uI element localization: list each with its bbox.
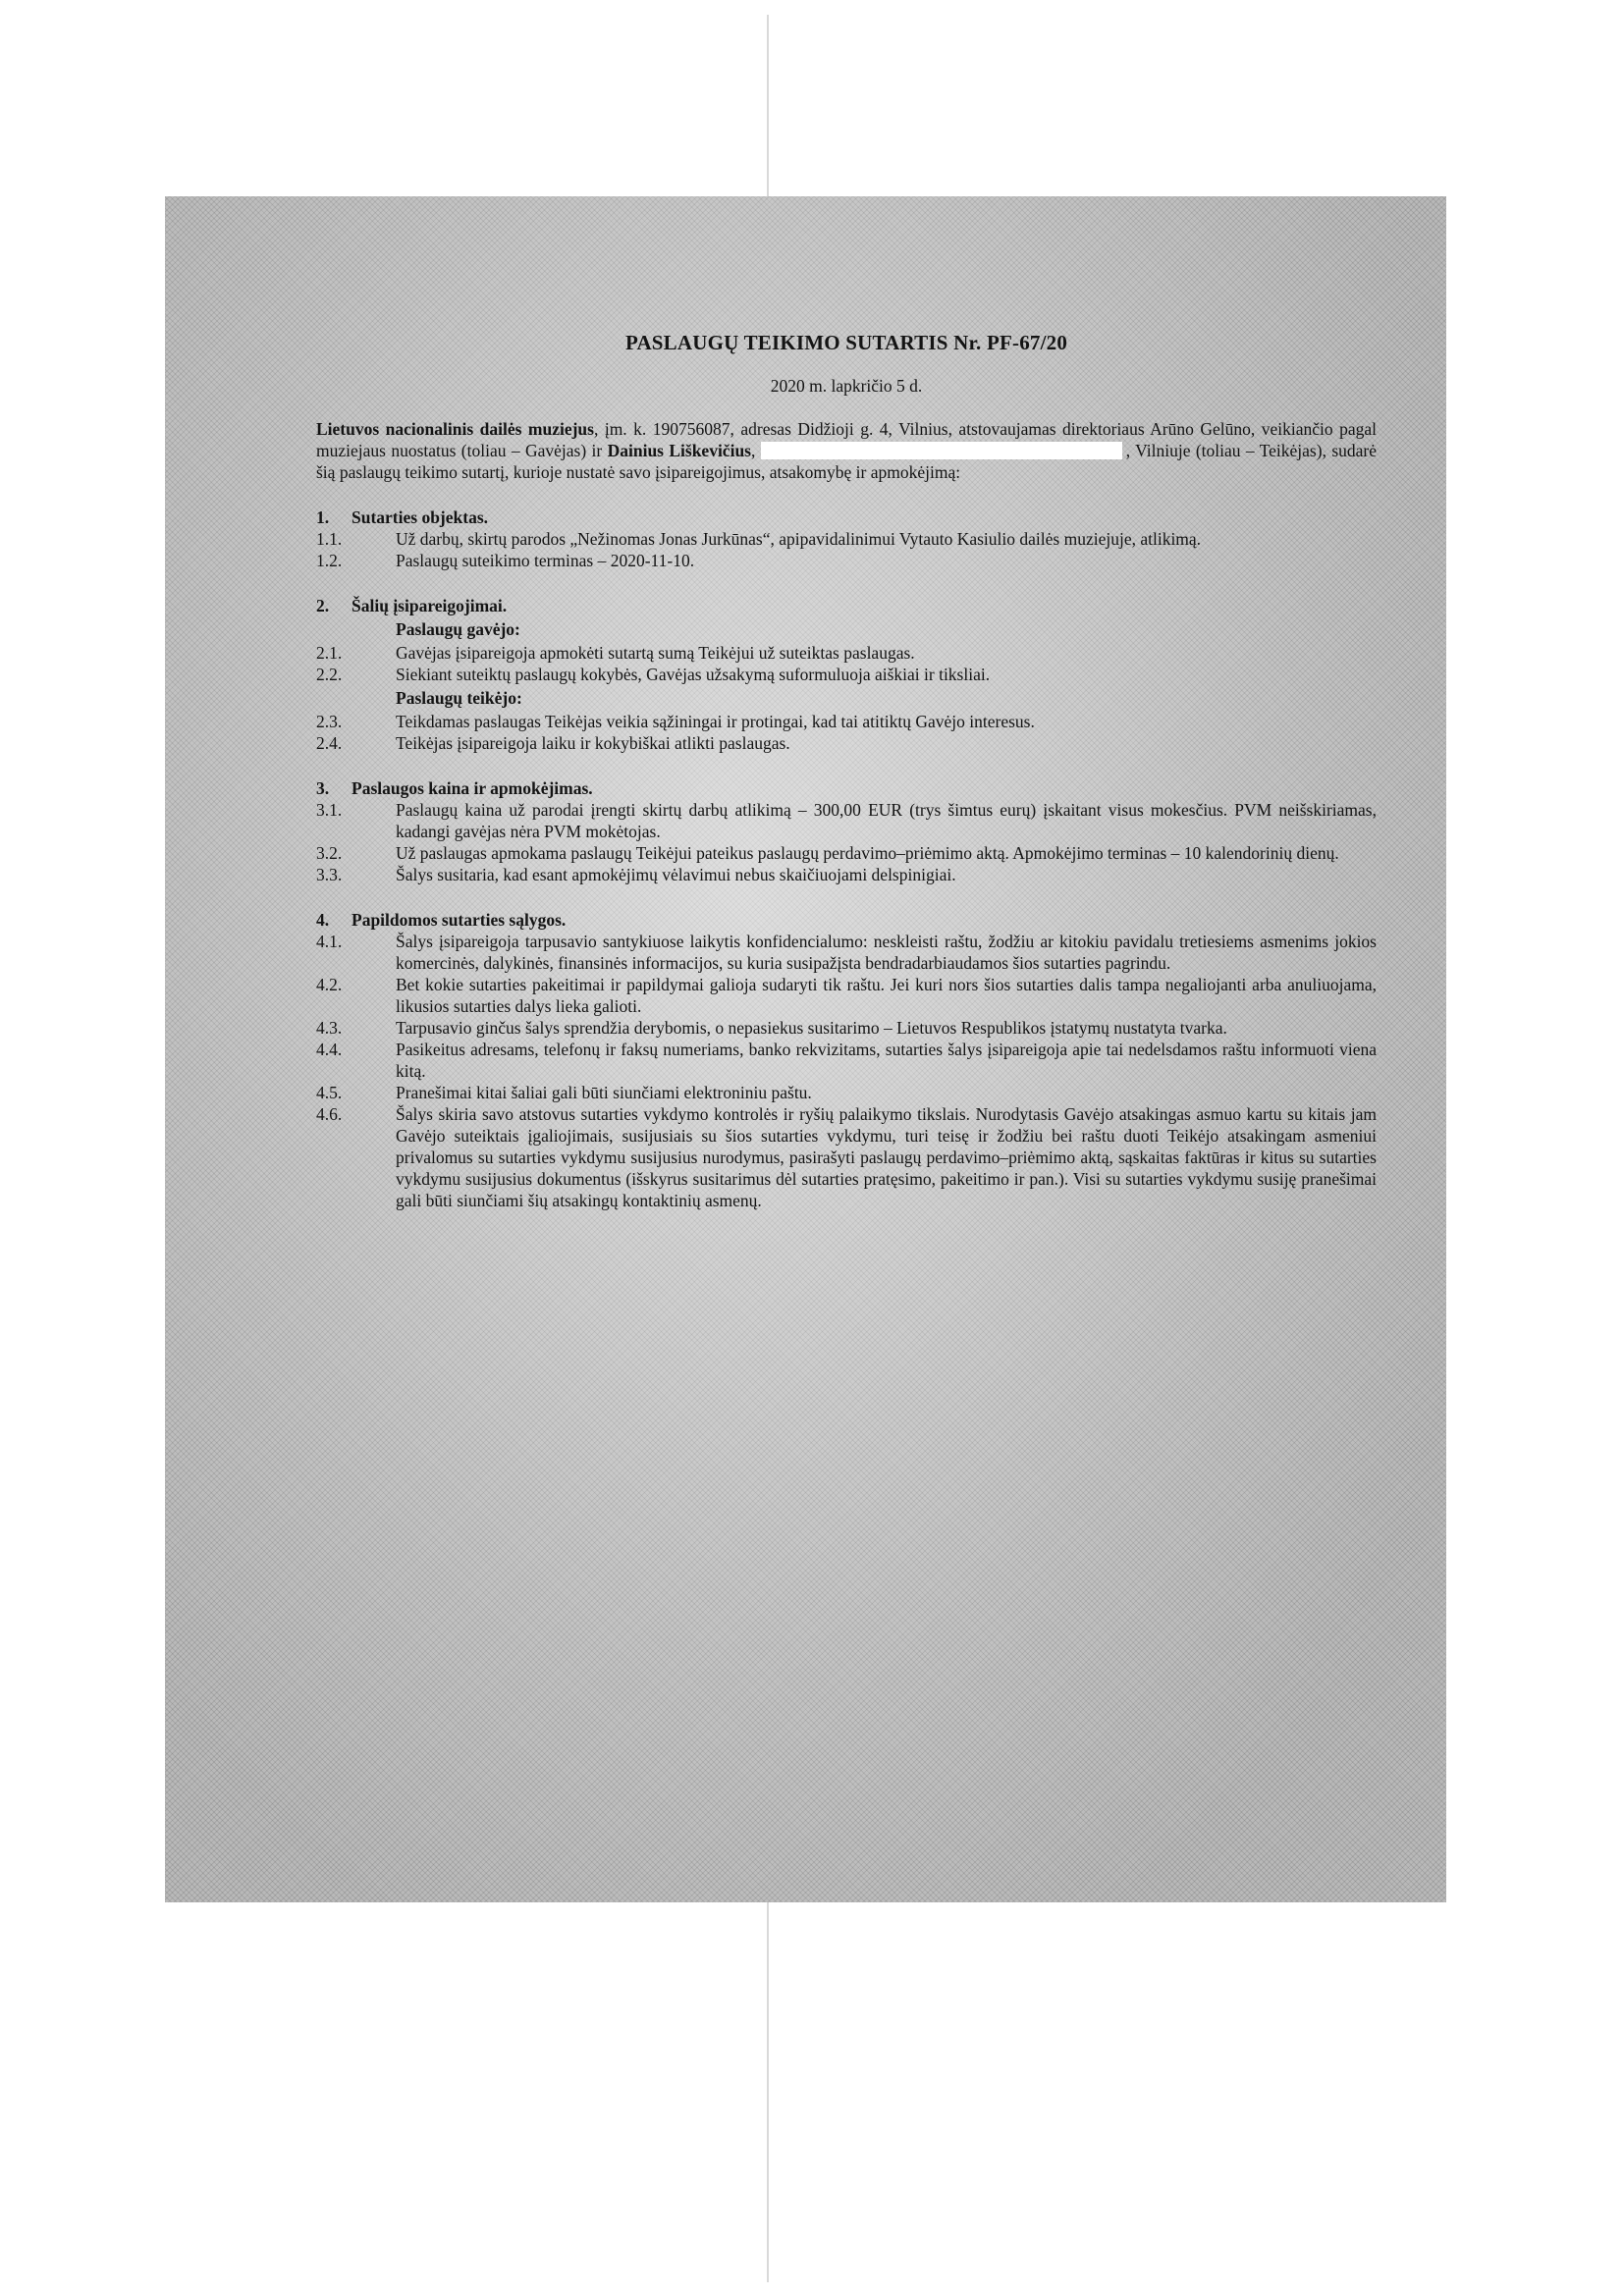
section-heading-text: Papildomos sutarties sąlygos. [352,910,567,930]
document-date: 2020 m. lapkričio 5 d. [770,376,923,396]
clause-number: 1.1. [316,529,343,549]
clause-number: 4.2. [316,975,343,994]
clause-text: Šalys susitaria, kad esant apmokėjimų vėlavimui nebus skaičiuojami delspinigiai. [396,865,956,884]
clause [316,642,1377,664]
clause-number: 4.5. [316,1083,343,1102]
clause-number: 2.2. [316,665,343,684]
section-heading [316,507,1377,528]
section-number: 1. [316,507,330,527]
section-heading [316,595,1377,616]
clause-text: Pranešimai kitai šaliai gali būti siunčiami elektroniniu paštu. [396,1083,812,1102]
clause-number: 3.3. [316,865,343,884]
sections-container [316,507,1377,1211]
section-3 [316,777,1377,885]
clause-number: 4.4. [316,1040,343,1059]
section-2 [316,595,1377,754]
clause-text: Gavėjas įsipareigoja apmokėti sutartą sumą Teikėjui už suteiktas paslaugas. [396,643,915,663]
clause [316,1103,1377,1211]
section-1 [316,507,1377,571]
section-4 [316,909,1377,1211]
subsection-heading: Paslaugų teikėjo: [396,688,522,708]
clause [316,550,1377,571]
clause-number: 4.6. [316,1104,343,1124]
clause-text: Šalys įsipareigoja tarpusavio santykiuose laikytis konfidencialumo: neskleisti raštu, žodžiu ar kitokiu pavidalu tretiesiems asmenims jokios komercinės, dalykinės, finansinės informacijos, su kuria susipažįsta bendradarbiaudamos šios sutarties pagrindu. [396,932,1377,973]
clause-number: 4.1. [316,932,343,951]
section-number: 2. [316,596,330,615]
section-number: 3. [316,778,330,798]
redaction-box [761,442,1122,459]
clause-number: 2.1. [316,643,343,663]
clause-number: 1.2. [316,551,343,570]
clause-text: Už darbų, skirtų parodos „Nežinomas Jonas Jurkūnas“, apipavidalinimui Vytauto Kasiulio dailės muziejuje, atlikimą. [396,529,1202,549]
clause [316,711,1377,732]
clause [316,864,1377,885]
scanned-document-area [165,196,1446,1902]
section-heading-text: Paslaugos kaina ir apmokėjimas. [352,778,593,798]
clause [316,1017,1377,1039]
document-title: PASLAUGŲ TEIKIMO SUTARTIS Nr. PF-67/20 [624,331,1068,354]
section-heading [316,777,1377,799]
clause [316,1039,1377,1082]
clause [316,799,1377,842]
clause-text: Tarpusavio ginčus šalys sprendžia derybomis, o nepasiekus susitarimo – Lietuvos Respublikos įstatymų nustatyta tvarka. [396,1018,1227,1038]
clause-number: 4.3. [316,1018,343,1038]
clause [316,974,1377,1017]
clause [316,1082,1377,1103]
clause-text: Paslaugų suteikimo terminas – 2020-11-10. [396,551,695,570]
clause-number: 2.3. [316,712,343,731]
clause-text: Teikėjas įsipareigoja laiku ir kokybiškai atlikti paslaugas. [396,733,790,753]
section-heading-text: Sutarties objektas. [352,507,489,527]
clause [316,528,1377,550]
party1-name: Lietuvos nacionalinis dailės muziejus [316,419,594,439]
clause [316,842,1377,864]
clause-number: 3.1. [316,800,343,820]
intro-paragraph [316,418,1377,483]
subsection-heading: Paslaugų gavėjo: [396,619,520,639]
document-body [316,332,1377,1235]
clause [316,931,1377,974]
section-number: 4. [316,910,330,930]
clause-number: 2.4. [316,733,343,753]
clause [316,732,1377,754]
clause-number: 3.2. [316,843,343,863]
intro-rest: , Vilniuje (toliau – Teikėjas), sudarė šią paslaugų teikimo sutartį, kurioje nustatė savo įsipareigojimus, atsakomybę ir apmokėjimą: [316,441,1377,482]
clause [316,664,1377,685]
clause-text: Teikdamas paslaugas Teikėjas veikia sąžiningai ir protingai, kad tai atitiktų Gavėjo interesus. [396,712,1035,731]
section-heading [316,909,1377,931]
party2-separator: , [750,441,756,460]
clause-text: Paslaugų kaina už parodai įrengti skirtų darbų atlikimą – 300,00 EUR (trys šimtus eurų) įskaitant visus mokesčius. PVM neišskiriamas, kadangi gavėjas nėra PVM mokėtojas. [396,800,1377,841]
clause-text: Pasikeitus adresams, telefonų ir faksų numeriams, banko rekvizitams, sutarties šalys įsipareigoja apie tai nedelsdamos raštu informuoti viena kitą. [396,1040,1377,1081]
party2-name: Dainius Liškevičius [607,441,751,460]
party1-details: , įm. k. 190756087, adresas Didžioji g. 4, Vilnius, atstovaujamas direktoriaus Arūno Gelūno, veikiančio pagal muziejaus nuostatus (toliau – Gavėjas) ir [316,419,1377,460]
section-heading-text: Šalių įsipareigojimai. [352,596,508,615]
clause-text: Už paslaugas apmokama paslaugų Teikėjui pateikus paslaugų perdavimo–priėmimo aktą. Apmokėjimo terminas – 10 kalendorinių dienų. [396,843,1339,863]
clause-text: Siekiant suteiktų paslaugų kokybės, Gavėjas užsakymą suformuluoja aiškiai ir tiksliai. [396,665,991,684]
clause-text: Šalys skiria savo atstovus sutarties vykdymo kontrolės ir ryšių palaikymo tikslais. Nurodytasis Gavėjo atsakingas asmuo kartu su kitais jam Gavėjo suteiktais įgaliojimais, susijusiais su šios sutarties vykdymu, turi teisę ir žodžiu bei raštu duoti Teikėjo atsakingam asmeniui privalomus su sutarties vykdymu susijusius nurodymus, pasirašyti paslaugų perdavimo–priėmimo aktą, sąskaitas faktūras ir kitus su sutarties vykdymu susijusius dokumentus (išskyrus susitarimus dėl sutarties pratęsimo, pakeitimo ir pan.). Visi su sutarties vykdymu susiję pranešimai gali būti siunčiami šių atsakingų kontaktinių asmenų. [396,1104,1377,1210]
clause-text: Bet kokie sutarties pakeitimai ir papildymai galioja sudaryti tik raštu. Jei kuri nors šios sutarties dalis tampa negaliojanti arba anuliuojama, likusios sutarties dalys lieka galioti. [396,975,1377,1016]
